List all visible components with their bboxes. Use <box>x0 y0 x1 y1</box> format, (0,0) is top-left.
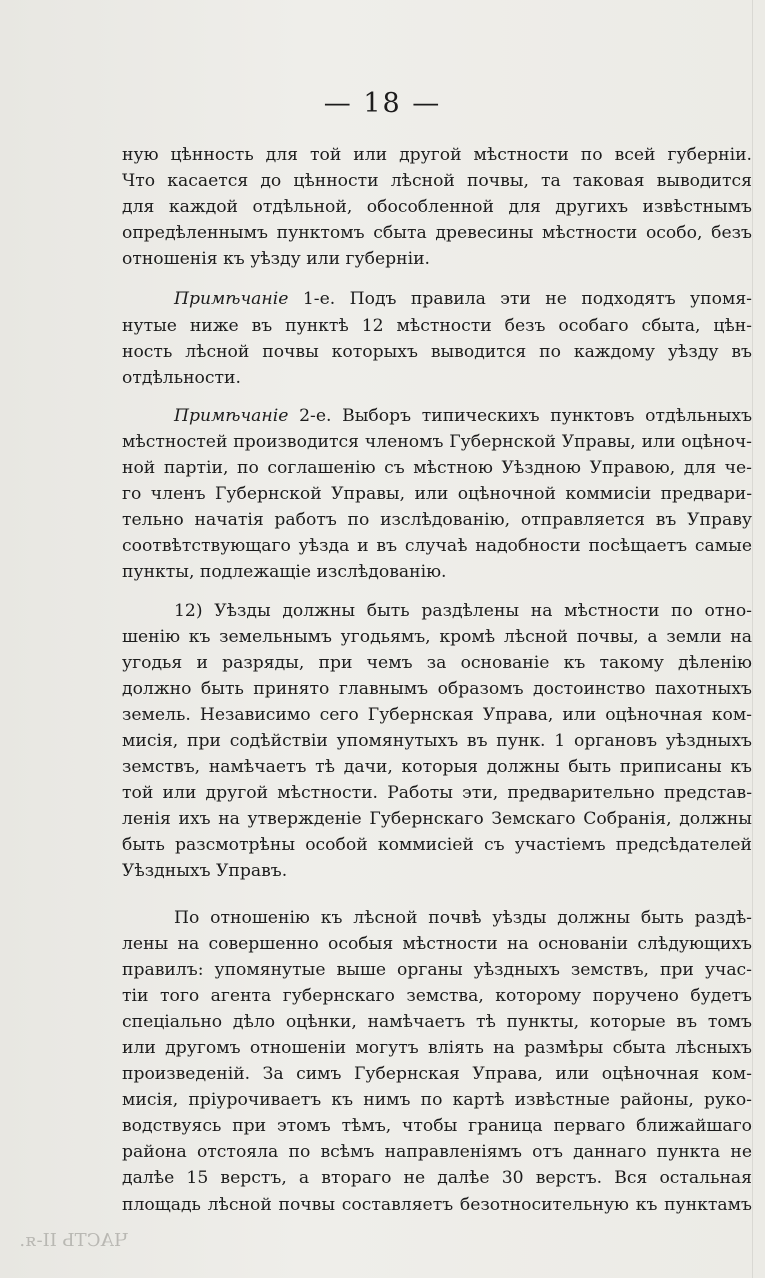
note-2-text: 2-е. Выборъ типическихъ пунктовъ отдѣльныхъ <box>288 405 752 426</box>
text-line: опредѣленнымъ пунктомъ сбыта древесины мѣстности особо, безъ <box>122 223 752 244</box>
text-line: пункты, подлежащіе изслѣдованію. <box>122 562 447 583</box>
text-line: должно быть принято главнымъ образомъ достоинство пахотныхъ <box>122 678 752 699</box>
text-line: для каждой отдѣльной, обособленной для другихъ извѣстнымъ <box>122 197 752 218</box>
text-line: произведеній. За симъ Губернская Управа, или оцѣночная ком- <box>122 1064 752 1085</box>
text-line: водствуясь при этомъ тѣмъ, чтобы граница перваго ближайшаго <box>122 1116 752 1137</box>
text-line: тіи того агента губернскаго земства, которому поручено будетъ <box>122 985 752 1006</box>
footer-signature: ЧАСТЬ II-я. <box>19 1230 128 1251</box>
note-1-first-line <box>122 286 752 312</box>
text-line: шенію къ земельнымъ угодьямъ, кромѣ лѣсной почвы, а земли на <box>122 626 752 647</box>
text-line: тельно начатія работъ по изслѣдованію, отправляется въ Управу <box>122 510 752 531</box>
text-line: Уѣздныхъ Управъ. <box>122 861 288 882</box>
text-line: ленія ихъ на утвержденіе Губернскаго Земскаго Собранія, должны <box>122 809 752 830</box>
text-line: далѣе 15 верстъ, а втораго не далѣе 30 верстъ. Вся остальная <box>122 1168 752 1189</box>
text-line: мисія, при содѣйствіи упомянутыхъ въ пунк. 1 органовъ уѣздныхъ <box>122 730 752 751</box>
text-line: мѣстностей производится членомъ Губернской Управы, или оцѣноч- <box>122 431 752 452</box>
text-line: земствъ, намѣчаетъ тѣ дачи, которыя должны быть приписаны къ <box>122 757 752 778</box>
text-line: отдѣльности. <box>122 367 241 388</box>
text-line: го членъ Губернской Управы, или оцѣночной коммисіи предвари- <box>122 484 752 505</box>
text-line: ной партіи, по соглашенію съ мѣстною Уѣздною Управою, для че- <box>122 458 752 479</box>
text-line: лены на совершенно особыя мѣстности на основаніи слѣдующихъ <box>122 933 752 954</box>
text-line: правилъ: упомянутые выше органы уѣздныхъ земствъ, при учас- <box>122 959 752 980</box>
text-line: угодья и разряды, при чемъ за основаніе къ такому дѣленію <box>122 652 752 673</box>
text-line: нутые ниже въ пунктѣ 12 мѣстности безъ особаго сбыта, цѣн- <box>122 315 752 336</box>
text-line: той или другой мѣстности. Работы эти, предварительно представ- <box>122 783 752 804</box>
text-line: земель. Независимо сего Губернская Управа, или оцѣночная ком- <box>122 704 752 725</box>
text-line: ную цѣнность для той или другой мѣстности по всей губерніи. <box>122 145 752 165</box>
text-line: отношенія къ уѣзду или губерніи. <box>122 249 431 270</box>
page-edge-shadow <box>752 0 753 1278</box>
note-2-first-line <box>122 403 752 429</box>
note-1-label: Примѣчаніе <box>174 289 289 310</box>
text-line: или другомъ отношеніи могутъ вліять на размѣры сбыта лѣсныхъ <box>122 1038 752 1058</box>
text-line: быть разсмотрѣны особой коммисіей съ участіемъ предсѣдателей <box>122 835 752 856</box>
text-line: района отстояла по всѣмъ направленіямъ отъ даннаго пункта не <box>122 1142 752 1163</box>
text-line: соотвѣтствующаго уѣзда и въ случаѣ надобности посѣщаетъ самые <box>122 536 752 557</box>
note-1-text: 1-е. Подъ правила эти не подходятъ упомя- <box>288 289 752 310</box>
point-12-first-line: 12) Уѣзды должны быть раздѣлены на мѣстности по отно- <box>174 600 752 621</box>
forest-paragraph-first-line: По отношенію къ лѣсной почвѣ уѣзды должны быть раздѣ- <box>174 907 752 928</box>
body-text <box>122 142 752 1218</box>
text-line: мисія, пріурочиваетъ къ нимъ по картѣ извѣстные районы, руко- <box>122 1090 752 1111</box>
note-2-label: Примѣчаніе <box>174 405 289 426</box>
page-number: — 18 — <box>323 88 442 119</box>
text-line: спеціально дѣло оцѣнки, намѣчаетъ тѣ пункты, которые въ томъ <box>122 1011 752 1032</box>
text-line: ность лѣсной почвы которыхъ выводится по каждому уѣзду въ <box>122 341 752 362</box>
text-line: площадь лѣсной почвы составляетъ безотносительную къ пунктамъ <box>122 1194 752 1215</box>
text-line: Что касается до цѣнности лѣсной почвы, та таковая выводится <box>122 171 752 192</box>
